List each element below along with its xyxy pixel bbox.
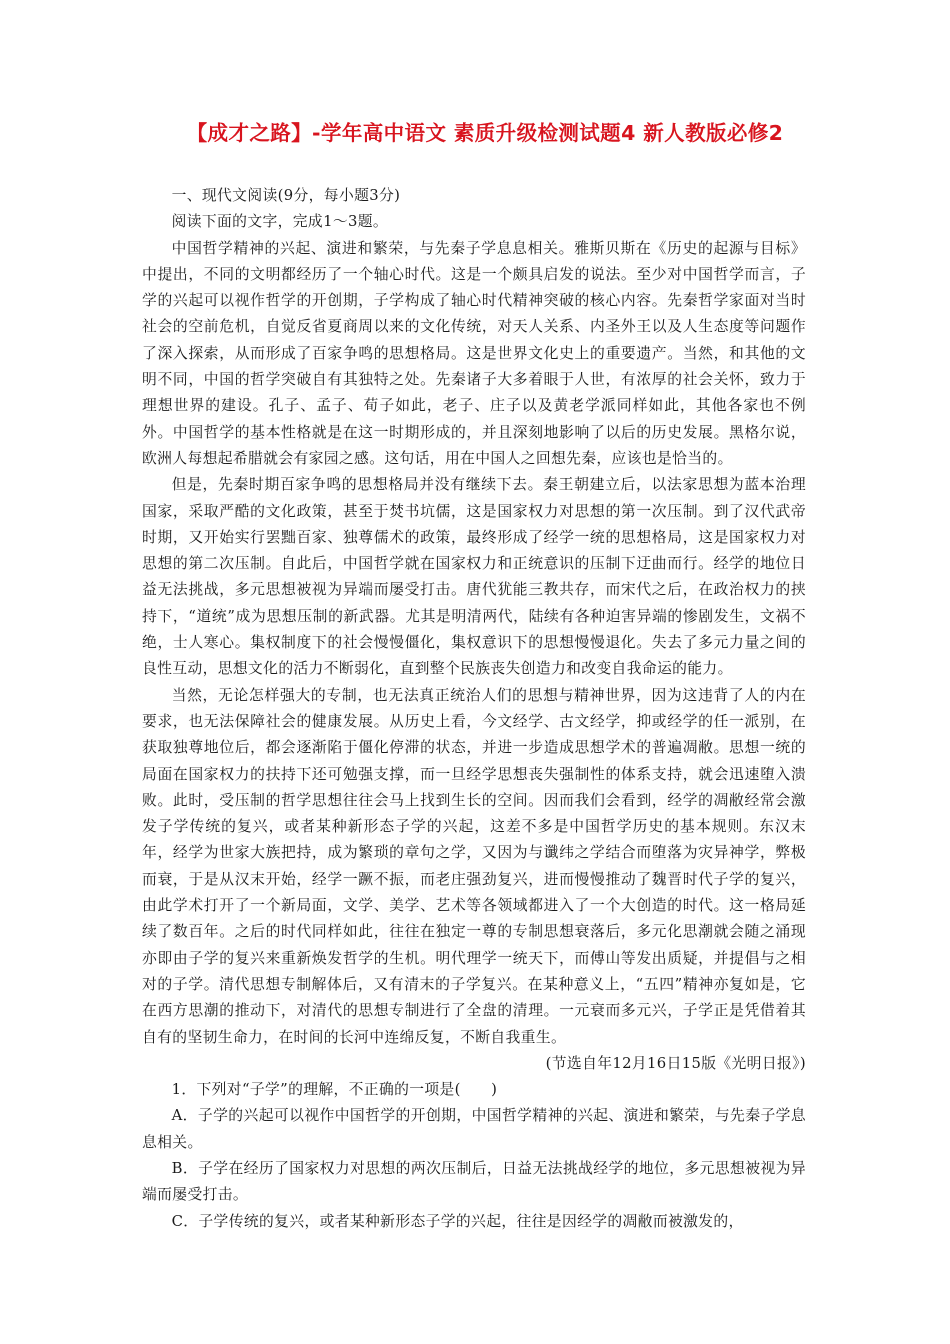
section-heading: 一、现代文阅读(9分，每小题3分) — [171, 187, 401, 204]
paragraph: 但是，先秦时期百家争鸣的思想格局并没有继续下去。秦王朝建立后，以法家思想为蓝本治理国家，采取严酷的文化政策，甚至于焚书坑儒，这是国家权力对思想的第一次压制。到了汉代武帝时期，又开始实行罢黜百家、独尊儒术的政策，最终形成了经学一统的思想格局，这是国家权力对思想的第二次压制。自此后，中国哲学就在国家权力和正统意识的压制下迂曲而行。经学的地位日益无法挑战，多元思想被视为异端而屡受打击。唐代犹能三教共存，而宋代之后，在政治权力的挟持下，“道统”成为思想压制的新武器。尤其是明清两代，陆续有各种迫害异端的惨剧发生，文祸不绝，士人寒心。集权制度下的社会慢慢僵化，集权意识下的思想慢慢退化。失去了多元力量之间的良性互动，思想文化的活力不断弱化，直到整个民族丧失创造力和改变自我命运的能力。 — [142, 476, 806, 678]
question-stem: 1．下列对“子学”的理解，不正确的一项是( ) — [171, 1081, 498, 1099]
source-citation: (节选自年12月16日15版《光明日报》) — [545, 1054, 806, 1072]
paragraph: 中国哲学精神的兴起、演进和繁荣，与先秦子学息息相关。雅斯贝斯在《历史的起源与目标》中提出，不同的文明都经历了一个轴心时代。这是一个颇具启发的说法。至少对中国哲学而言，子学的兴起可以视作哲学的开创期，子学构成了轴心时代精神突破的核心内容。先秦哲学家面对当时社会的空前危机，自觉反省夏商周以来的文化传统，对天人关系、内圣外王以及人生态度等问题作了深入探索，从而形成了百家争鸣的思想格局。这是世界文化史上的重要遗产。当然，和其他的文明不同，中国的哲学突破自有其独特之处。先秦诸子大多着眼于人世，有浓厚的社会关怀，致力于理想世界的建设。孔子、孟子、荀子如此，老子、庄子以及黄老学派同样如此，其他各家也不例外。中国哲学的基本性格就是在这一时期形成的，并且深刻地影响了以后的历史发展。黑格尔说，欧洲人每想起希腊就会有家园之感。这句话，用在中国人之回想先秦，应该也是恰当的。 — [142, 239, 806, 467]
option-b: B．子学在经历了国家权力对思想的两次压制后，日益无法挑战经学的地位，多元思想被视为异端而屡受打击。 — [142, 1159, 806, 1204]
document-body — [142, 183, 806, 1235]
document-title: 【成才之路】-学年高中语文 素质升级检测试题4 新人教版必修2 — [186, 121, 784, 145]
reading-instruction: 阅读下面的文字，完成1～3题。 — [171, 213, 389, 231]
option-a: A．子学的兴起可以视作中国哲学的开创期，中国哲学精神的兴起、演进和繁荣，与先秦子学息息相关。 — [142, 1107, 806, 1151]
option-c: C．子学传统的复兴，或者某种新形态子学的兴起，往往是因经学的凋敝而被激发的， — [171, 1212, 744, 1230]
paragraph: 当然，无论怎样强大的专制，也无法真正统治人们的思想与精神世界，因为这违背了人的内在要求，也无法保障社会的健康发展。从历史上看，今文经学、古文经学，抑或经学的任一派别，在获取独尊地位后，都会逐渐陷于僵化停滞的状态，并进一步造成思想学术的普遍凋敝。思想一统的局面在国家权力的扶持下还可勉强支撑，而一旦经学思想丧失强制性的体系支持，就会迅速堕入溃败。此时，受压制的哲学思想往往会马上找到生长的空间。因而我们会看到，经学的凋敝经常会激发子学传统的复兴，或者某种新形态子学的兴起，这差不多是中国哲学历史的基本规则。东汉末年，经学为世家大族把持，成为繁琐的章句之学，又因为与谶纬之学结合而堕落为灾异神学，弊极而衰，于是从汉末开始，经学一蹶不振，而老庄强劲复兴，进而慢慢推动了魏晋时代子学的复兴，由此学术打开了一个新局面，文学、美学、艺术等各领域都进入了一个大创造的时代。这一格局延续了数百年。之后的时代同样如此，往往在独定一尊的专制思想衰落后，多元化思潮就会随之涌现亦即由子学的复兴来重新焕发哲学的生机。明代理学一统天下，而傅山等发出质疑，并提倡与之相对的子学。清代思想专制解体后，又有清末的子学复兴。在某种意义上，“五四”精神亦复如是，它在西方思潮的推动下，对清代的思想专制进行了全盘的清理。一元衰而多元兴，子学正是凭借着其自有的坚韧生命力，在时间的长河中连绵反复，不断自我重生。 — [142, 686, 806, 1046]
